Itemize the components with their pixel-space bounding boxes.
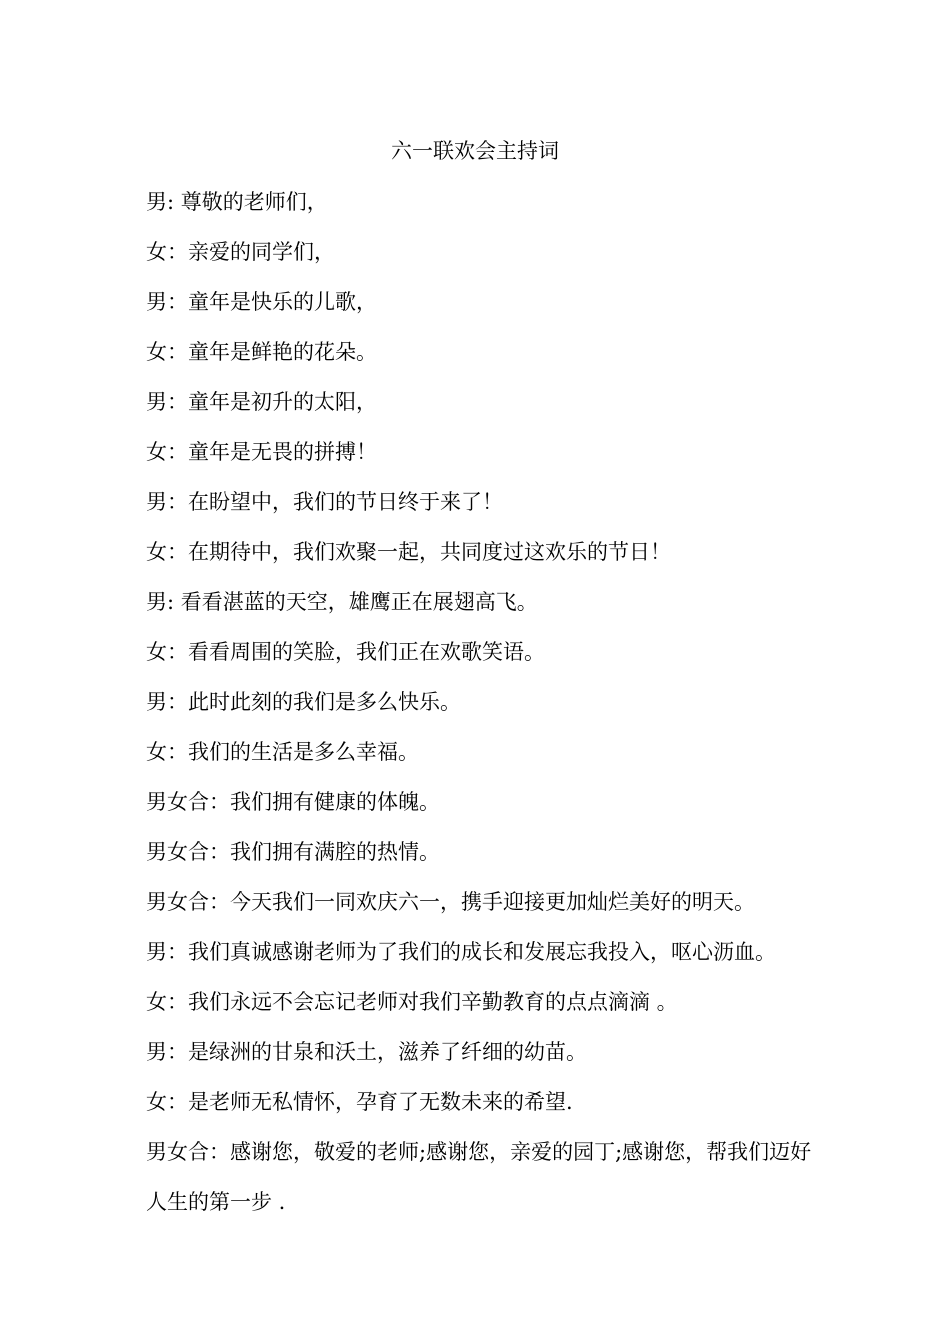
script-line: 男女合：我们拥有满腔的热情。 bbox=[146, 840, 440, 864]
script-line: 男：此时此刻的我们是多么快乐。 bbox=[146, 690, 461, 714]
script-line: 女：看看周围的笑脸，我们正在欢歌笑语。 bbox=[146, 640, 545, 664]
script-line: 女：童年是无畏的拼搏！ bbox=[146, 440, 377, 464]
script-line: 女：在期待中，我们欢聚一起，共同度过这欢乐的节日！ bbox=[146, 540, 671, 564]
script-line: 男: 尊敬的老师们， bbox=[146, 190, 328, 214]
script-line: 男女合：我们拥有健康的体魄。 bbox=[146, 790, 440, 814]
script-line: 女：童年是鲜艳的花朵。 bbox=[146, 340, 377, 364]
script-lines bbox=[146, 187, 826, 1227]
script-line: 女：是老师无私情怀，孕育了无数未来的希望. bbox=[146, 1090, 573, 1114]
script-line: 男女合：感谢您，敬爱的老师;感谢您，亲爱的园丁;感谢您，帮我们迈好人生的第一步 . bbox=[146, 1140, 812, 1214]
script-line: 男：童年是初升的太阳， bbox=[146, 390, 377, 414]
script-line: 男：童年是快乐的儿歌， bbox=[146, 290, 377, 314]
script-line: 男：我们真诚感谢老师为了我们的成长和发展忘我投入，呕心沥血。 bbox=[146, 940, 776, 964]
script-line: 男：是绿洲的甘泉和沃土，滋养了纤细的幼苗。 bbox=[146, 1040, 587, 1064]
script-line: 女：我们永远不会忘记老师对我们辛勤教育的点点滴滴 。 bbox=[146, 990, 678, 1014]
script-line: 男：在盼望中，我们的节日终于来了！ bbox=[146, 490, 503, 514]
script-line: 女：亲爱的同学们， bbox=[146, 240, 335, 264]
document-title: 六一联欢会主持词 bbox=[391, 139, 559, 163]
script-line: 男女合：今天我们一同欢庆六一，携手迎接更加灿烂美好的明天。 bbox=[146, 890, 755, 914]
script-line: 男: 看看湛蓝的天空，雄鹰正在展翅高飞。 bbox=[146, 590, 538, 614]
script-line: 女：我们的生活是多么幸福。 bbox=[146, 740, 419, 764]
